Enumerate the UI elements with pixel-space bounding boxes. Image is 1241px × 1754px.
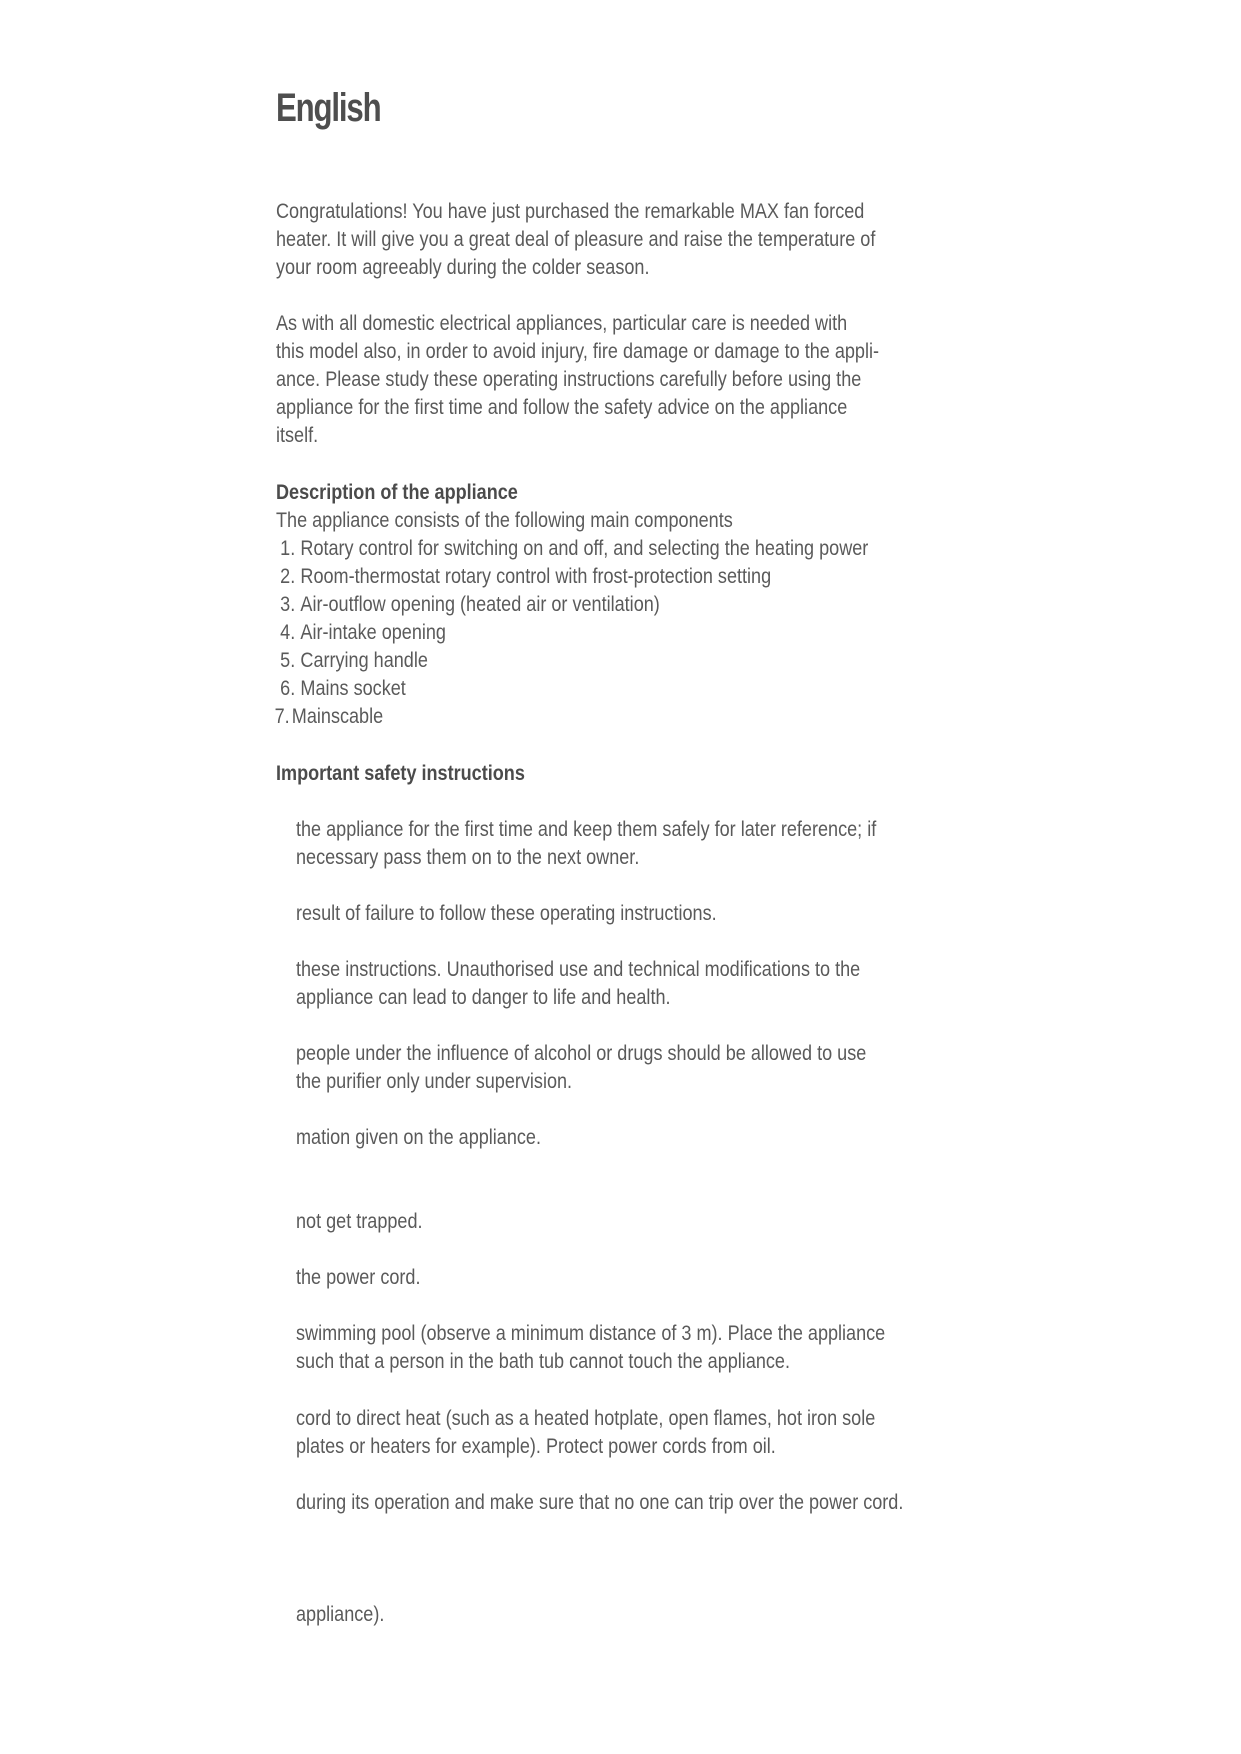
safety-block: appliance).: [296, 1603, 385, 1626]
safety-block: result of failure to follow these operating instructions.: [296, 902, 717, 925]
safety-block: cord to direct heat (such as a heated hotplate, open flames, hot iron sole plates or heaters for example). Protect power cords from oil.: [296, 1407, 876, 1458]
care-line: this model also, in order to avoid injury, fire damage or damage to the appli-: [276, 340, 879, 363]
description-intro: The appliance consists of the following main components: [276, 509, 733, 532]
intro-paragraph: [276, 198, 875, 282]
list-item: 5. Carrying handle: [280, 649, 428, 672]
intro-line: Congratulations! You have just purchased the remarkable MAX fan forced: [276, 200, 865, 223]
care-line: As with all domestic electrical appliances, particular care is needed with: [276, 312, 848, 335]
intro-line: heater. It will give you a great deal of pleasure and raise the temperature of: [276, 228, 876, 251]
safety-block: these instructions. Unauthorised use and technical modifications to the appliance can lead to danger to life and health.: [296, 958, 861, 1009]
safety-block: swimming pool (observe a minimum distance of 3 m). Place the appliance such that a person in the bath tub cannot touch the appliance.: [296, 1322, 886, 1373]
component-list: [266, 535, 868, 731]
description-heading: Description of the appliance: [276, 481, 518, 504]
care-line: itself.: [276, 424, 319, 447]
list-item: 1. Rotary control for switching on and off, and selecting the heating power: [280, 537, 869, 560]
safety-block: the power cord.: [296, 1266, 421, 1289]
list-item: 7. Mainscable: [274, 705, 384, 728]
list-item: 2. Room-thermostat rotary control with frost-protection setting: [280, 565, 772, 588]
safety-heading: Important safety instructions: [276, 762, 525, 785]
care-paragraph: [276, 310, 879, 450]
safety-block: mation given on the appliance.: [296, 1126, 541, 1149]
list-item: 3. Air-outflow opening (heated air or ventilation): [280, 593, 660, 616]
page-title: English: [276, 86, 381, 130]
list-item: 6. Mains socket: [280, 677, 406, 700]
intro-line: your room agreeably during the colder season.: [276, 256, 650, 279]
safety-block: the appliance for the first time and keep them safely for later reference; if necessary pass them on to the next owner.: [296, 818, 877, 869]
care-line: ance. Please study these operating instructions carefully before using the: [276, 368, 862, 391]
safety-block: not get trapped.: [296, 1210, 423, 1233]
safety-block: people under the influence of alcohol or drugs should be allowed to use the purifier only under supervision.: [296, 1042, 867, 1093]
safety-block: during its operation and make sure that no one can trip over the power cord.: [296, 1491, 904, 1514]
list-item: 4. Air-intake opening: [280, 621, 446, 644]
care-line: appliance for the first time and follow the safety advice on the appliance: [276, 396, 848, 419]
